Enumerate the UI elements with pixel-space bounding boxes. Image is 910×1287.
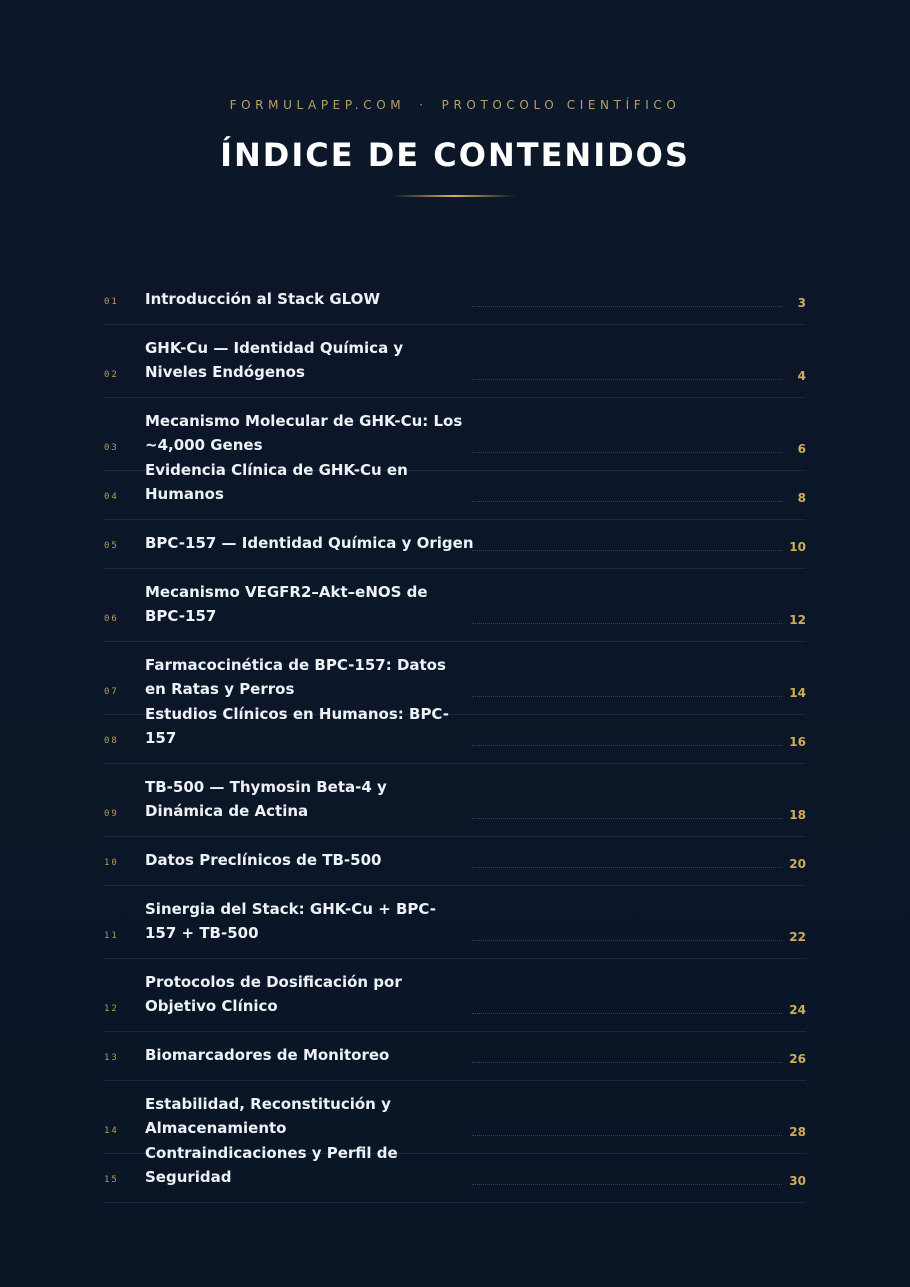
toc-entry-number: 07: [104, 687, 119, 697]
toc-entry-page: 3: [797, 296, 806, 310]
toc-entry-number: 04: [104, 492, 119, 502]
toc-entry-13[interactable]: [104, 1032, 806, 1081]
toc-entry-number: 09: [104, 809, 119, 819]
toc-entry-number: 06: [104, 614, 119, 624]
toc-entry-title: Farmacocinética de BPC-157: Datos en Ratas y Perros: [145, 656, 446, 698]
toc-entry-title: Mecanismo Molecular de GHK-Cu: Los ~4,000 Genes: [145, 412, 463, 454]
table-of-contents: [104, 276, 806, 1203]
toc-entry-page: 24: [789, 1003, 806, 1017]
toc-entry-page: 4: [797, 369, 806, 383]
toc-entry-title: BPC-157 — Identidad Química y Origen: [145, 534, 474, 552]
toc-entry-02[interactable]: [104, 325, 806, 398]
toc-entry-title: Evidencia Clínica de GHK-Cu en Humanos: [145, 461, 408, 503]
toc-entry-title: Estabilidad, Reconstitución y Almacenamiento: [145, 1095, 391, 1137]
dotted-leader: [472, 1062, 782, 1063]
dotted-leader: [472, 1184, 782, 1185]
toc-entry-number: 05: [104, 541, 119, 551]
toc-entry-number: 12: [104, 1004, 119, 1014]
dotted-leader: [472, 1013, 782, 1014]
dotted-leader: [472, 379, 782, 380]
dotted-leader: [472, 745, 782, 746]
toc-entry-04[interactable]: [104, 461, 806, 520]
toc-entry-number: 02: [104, 370, 119, 380]
site-name: FORMULAPEP.COM: [229, 98, 406, 112]
toc-entry-page: 16: [789, 735, 806, 749]
toc-entry-number: 01: [104, 297, 119, 307]
toc-entry-title: Biomarcadores de Monitoreo: [145, 1046, 390, 1064]
dotted-leader: [472, 306, 782, 307]
toc-entry-15[interactable]: [104, 1144, 806, 1203]
toc-entry-title: Protocolos de Dosificación por Objetivo Clínico: [145, 973, 402, 1015]
toc-entry-08[interactable]: [104, 705, 806, 764]
toc-entry-01[interactable]: [104, 276, 806, 325]
toc-entry-page: 6: [797, 442, 806, 456]
toc-entry-11[interactable]: [104, 886, 806, 959]
toc-entry-page: 14: [789, 686, 806, 700]
dotted-leader: [472, 1135, 782, 1136]
kicker-separator: ·: [419, 98, 428, 112]
dotted-leader: [472, 696, 782, 697]
toc-entry-page: 30: [789, 1174, 806, 1188]
dotted-leader: [472, 940, 782, 941]
dotted-leader: [472, 623, 782, 624]
toc-entry-page: 28: [789, 1125, 806, 1139]
toc-entry-page: 8: [797, 491, 806, 505]
toc-entry-page: 26: [789, 1052, 806, 1066]
toc-entry-12[interactable]: [104, 959, 806, 1032]
toc-entry-page: 22: [789, 930, 806, 944]
toc-entry-title: Contraindicaciones y Perfil de Seguridad: [145, 1144, 398, 1186]
toc-entry-page: 18: [789, 808, 806, 822]
toc-entry-page: 12: [789, 613, 806, 627]
toc-entry-title: Mecanismo VEGFR2–Akt–eNOS de BPC-157: [145, 583, 428, 625]
toc-entry-number: 15: [104, 1175, 119, 1185]
toc-entry-number: 08: [104, 736, 119, 746]
toc-entry-05[interactable]: [104, 520, 806, 569]
dotted-leader: [472, 452, 782, 453]
title-divider: [392, 195, 516, 197]
header-kicker: [0, 98, 910, 112]
toc-entry-number: 14: [104, 1126, 119, 1136]
toc-entry-title: Estudios Clínicos en Humanos: BPC-157: [145, 705, 450, 747]
toc-entry-page: 20: [789, 857, 806, 871]
toc-entry-page: 10: [789, 540, 806, 554]
toc-entry-title: Datos Preclínicos de TB-500: [145, 851, 382, 869]
toc-entry-number: 11: [104, 931, 119, 941]
toc-entry-number: 03: [104, 443, 119, 453]
toc-entry-title: GHK-Cu — Identidad Química y Niveles Endógenos: [145, 339, 404, 381]
page-title: ÍNDICE DE CONTENIDOS: [220, 136, 690, 174]
dotted-leader: [472, 550, 782, 551]
toc-entry-10[interactable]: [104, 837, 806, 886]
dotted-leader: [472, 501, 782, 502]
dotted-leader: [472, 818, 782, 819]
toc-entry-title: Sinergia del Stack: GHK-Cu + BPC-157 + TB-500: [145, 900, 436, 942]
toc-entry-06[interactable]: [104, 569, 806, 642]
toc-entry-09[interactable]: [104, 764, 806, 837]
dotted-leader: [472, 867, 782, 868]
toc-entry-title: TB-500 — Thymosin Beta-4 y Dinámica de Actina: [145, 778, 387, 820]
toc-entry-number: 13: [104, 1053, 119, 1063]
toc-entry-number: 10: [104, 858, 119, 868]
section-name: PROTOCOLO CIENTÍFICO: [441, 98, 681, 112]
toc-entry-title: Introducción al Stack GLOW: [145, 290, 380, 308]
